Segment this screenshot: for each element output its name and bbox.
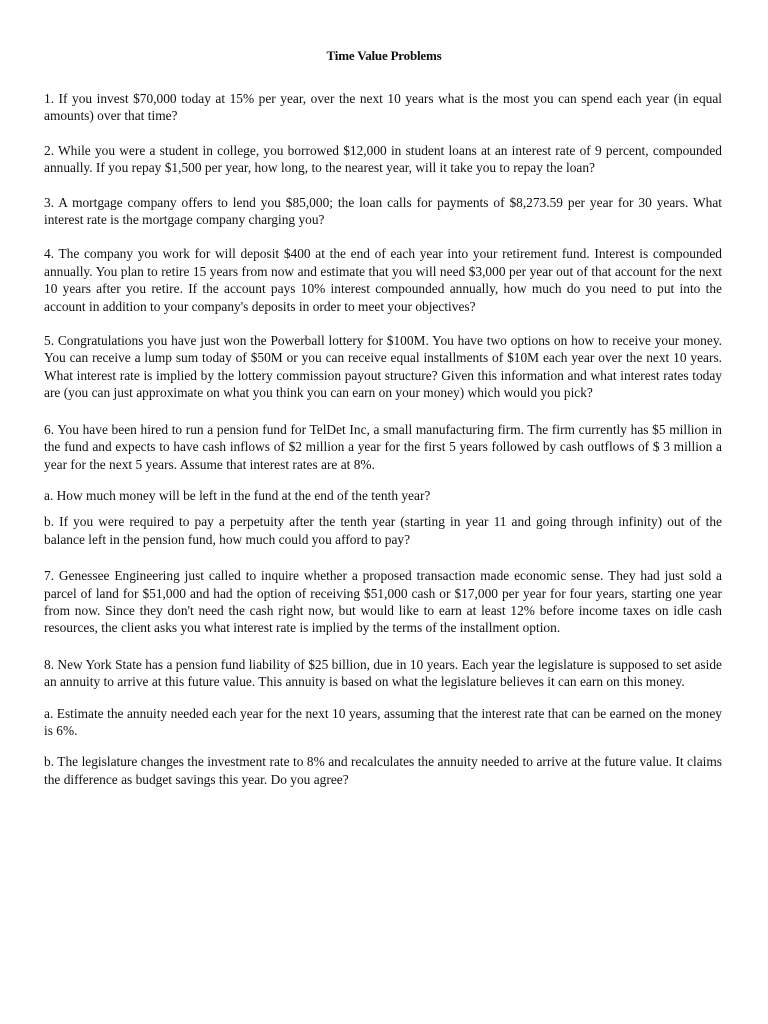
problem-1: 1. If you invest $70,000 today at 15% per year, over the next 10 years what is the most you can spend each year (in equal amounts) over that time? [44, 91, 722, 124]
problem-3: 3. A mortgage company offers to lend you $85,000; the loan calls for payments of $8,273.59 per year for 30 years. What interest rate is the mortgage company charging you? [44, 194, 722, 228]
problem-4: 4. The company you work for will deposit $400 at the end of each year into your retirement fund. Interest is compounded annually. You plan to retire 15 years from now and estimate that you will need $3,000 per year out of that account for the next 10 years after you retire. If the account pays 10% interest compounded annually, how much do you need to put into the account in addition to your company's deposits in order to meet your objectives? [44, 246, 722, 314]
problem-8: 8. New York State has a pension fund liability of $25 billion, due in 10 years. Each year the legislature is supposed to set aside an annuity to arrive at this future value. This annuity is based on what the legislature believes it can earn on this money. [44, 656, 722, 690]
problem-8b: b. The legislature changes the investment rate to 8% and recalculates the annuity needed to arrive at the future value. It claims the difference as budget savings this year. Do you agree? [44, 754, 722, 787]
problem-8a: a. Estimate the annuity needed each year for the next 10 years, assuming that the interest rate that can be earned on the money is 6%. [44, 705, 722, 738]
problem-6: 6. You have been hired to run a pension fund for TelDet Inc, a small manufacturing firm. The firm currently has $5 million in the fund and expects to have cash inflows of $2 million a year for the first 5 years followed by cash outflows of $ 3 million a year for the next 5 years. Assume that interest rates are at 8%. [44, 421, 722, 472]
problem-2: 2. While you were a student in college, you borrowed $12,000 in student loans at an interest rate of 9 percent, compounded annually. If you repay $1,500 per year, how long, to the nearest year, will it take you to repay the loan? [44, 142, 722, 176]
problem-5: 5. Congratulations you have just won the Powerball lottery for $100M. You have two options on how to receive your money. You can receive a lump sum today of $50M or you can receive equal installments of $10M each year over the next 10 years. What interest rate is implied by the lottery commission payout structure? Given this information and what interest rates today are (you can just approximate on what you think you can earn on your money) which would you pick? [44, 333, 722, 401]
problem-6a: a. How much money will be left in the fund at the end of the tenth year? [44, 487, 431, 503]
problem-7: 7. Genessee Engineering just called to inquire whether a proposed transaction made economic sense. They had just sold a parcel of land for $51,000 and had the option of receiving $51,000 cash or $17,000 per year for four years, starting one year from now. Since they don't need the cash right now, but would like to earn at least 12% before income taxes on idle cash resources, the client asks you what interest rate is implied by the terms of the installment option. [44, 568, 722, 636]
document-page [44, 44, 722, 788]
problem-6b: b. If you were required to pay a perpetuity after the tenth year (starting in year 11 and going through infinity) out of the balance left in the pension fund, how much could you afford to pay? [44, 514, 722, 547]
document-title: Time Value Problems [326, 48, 442, 63]
